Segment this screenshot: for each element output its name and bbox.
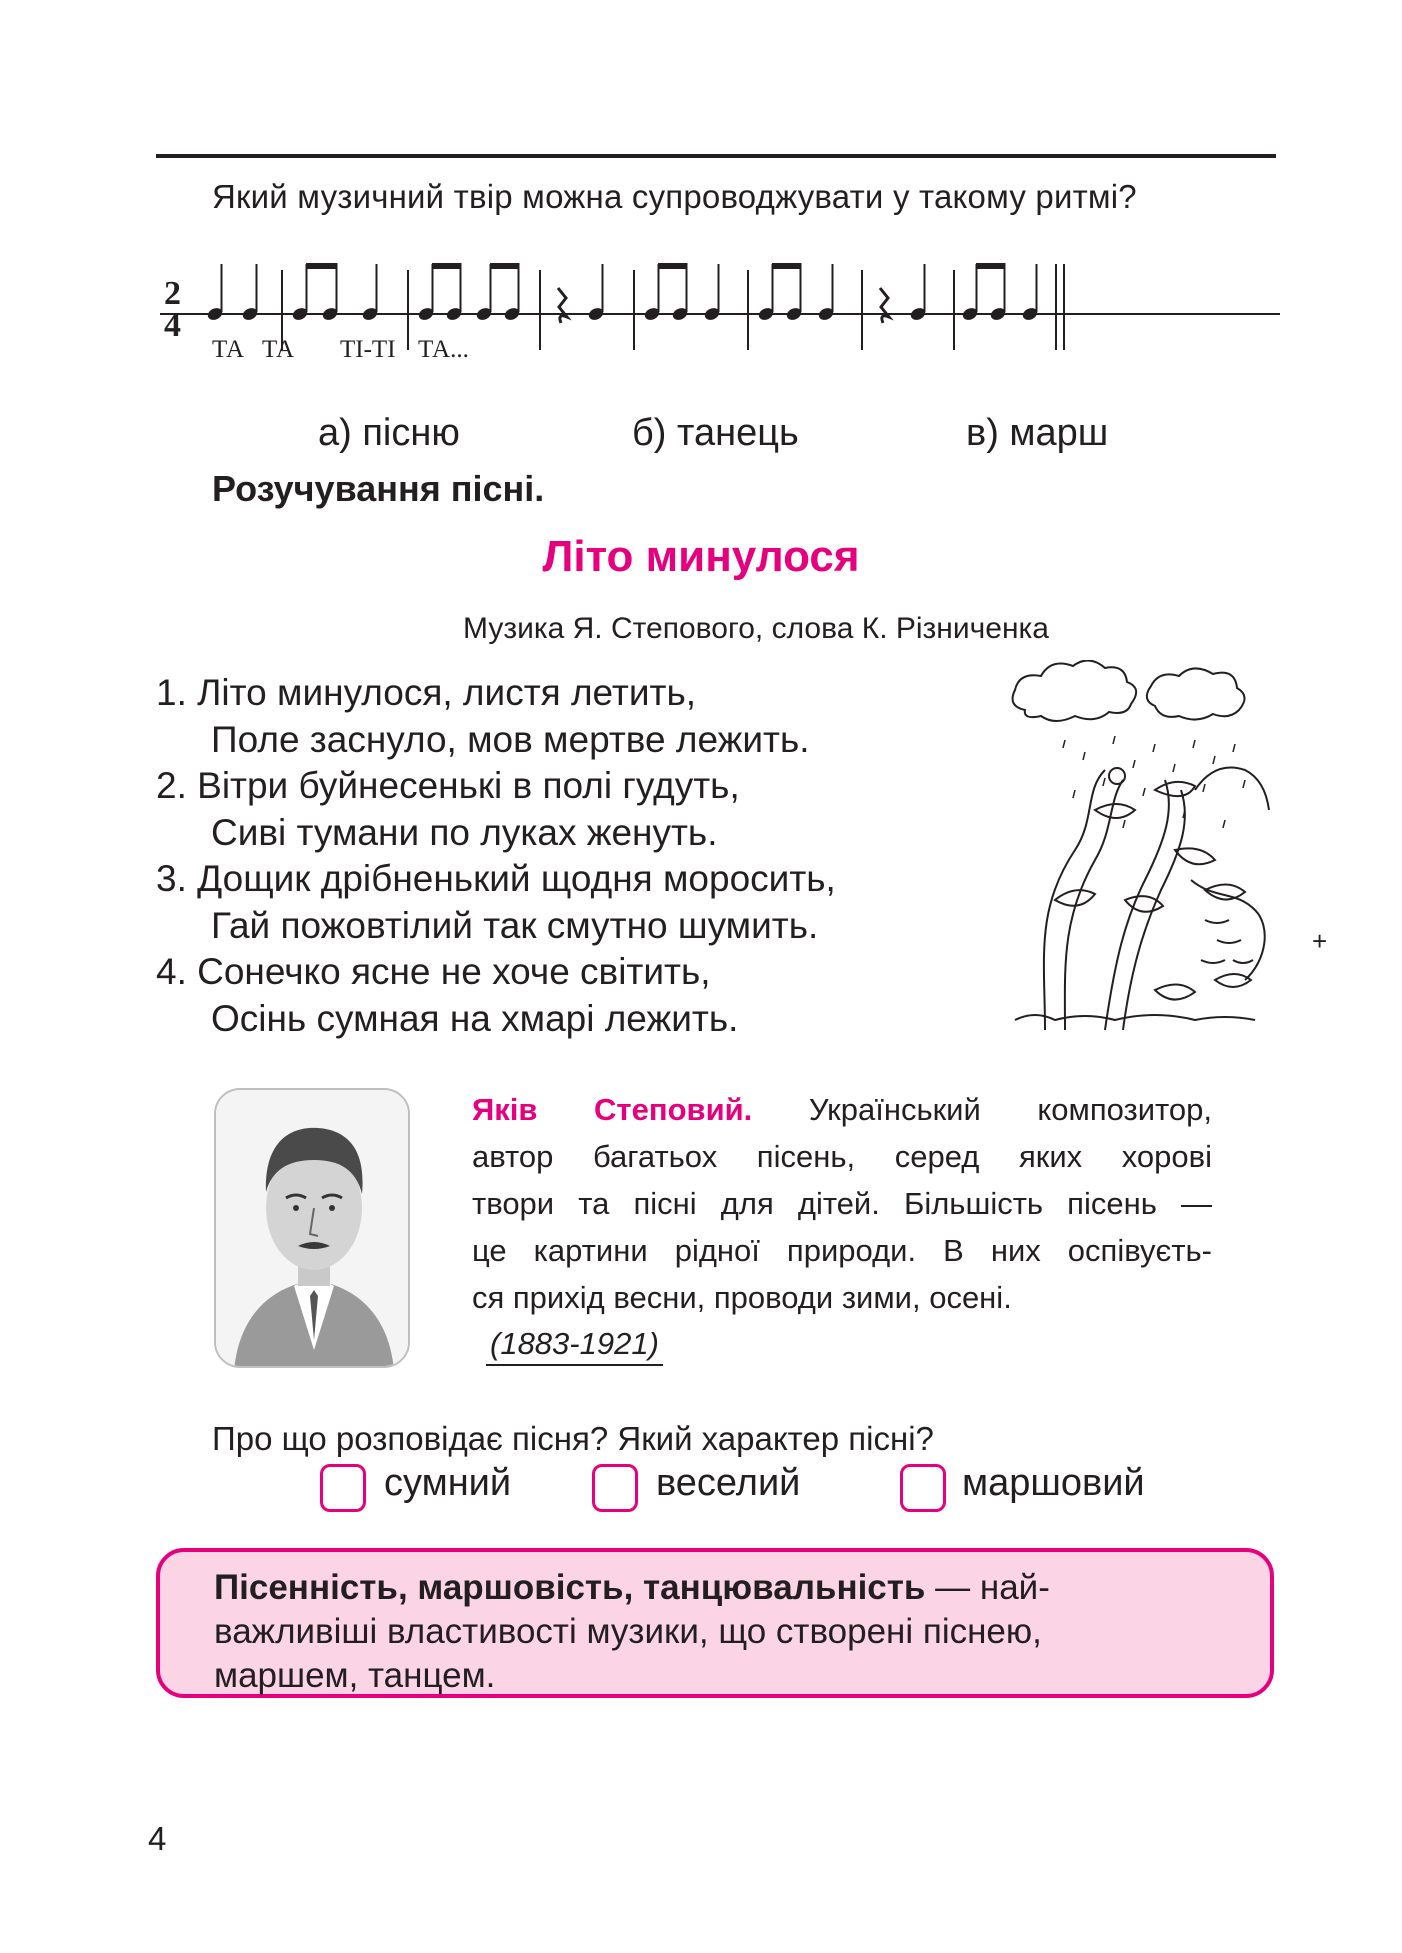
callout-bold-term: Пісенність, маршовість, танцювальність	[214, 1568, 926, 1607]
callout-line-1	[214, 1566, 1270, 1610]
choice-label-cheerful: веселий	[656, 1462, 801, 1504]
eighth-beam	[772, 263, 802, 269]
syllable-ta-2: ТА	[262, 336, 295, 363]
page-number: 4	[148, 1820, 167, 1857]
callout-line-2: важливіші властивості музики, що створені піснею,	[214, 1612, 1042, 1651]
composer-portrait	[214, 1088, 410, 1368]
verse-line: 4. Сонечко ясне не хоче світить,	[156, 951, 711, 992]
song-title: Літо минулося	[542, 532, 860, 581]
checkbox-cheerful[interactable]	[592, 1464, 638, 1512]
verse-line: Поле заснуло, мов мертве лежить.	[211, 718, 810, 760]
composer-bio	[472, 1086, 1212, 1321]
section-title: Розучування пісні.	[212, 468, 545, 509]
bio-line-5: ся прихід весни, проводи зими, осені.	[472, 1280, 1012, 1315]
eighth-beam	[306, 263, 338, 269]
quarter-rest	[558, 288, 567, 323]
verse-line: Гай пожовтілий так смутно шумить.	[211, 904, 819, 946]
character-question: Про що розповідає пісня? Який характер пісні?	[212, 1420, 934, 1457]
option-song: а) пісню	[318, 412, 460, 454]
verse-line: 3. Дощик дрібненький щодня моросить,	[156, 858, 836, 899]
rhythm-notation	[150, 250, 1290, 370]
eighth-beam	[432, 263, 462, 269]
syllable-ta-1: ТА	[212, 336, 245, 363]
bio-line-3: твори та пісні для дітей. Більшість пісень —	[472, 1186, 1212, 1221]
bio-line-2: автор багатьох пісень, серед яких хорові	[472, 1139, 1212, 1174]
verse-line: Осінь сумная на хмарі лежить.	[211, 997, 739, 1039]
eighth-beam	[658, 263, 688, 269]
choice-label-sad: сумний	[384, 1462, 512, 1504]
option-march: в) марш	[966, 412, 1109, 454]
composer-portrait-drawing	[216, 1090, 410, 1368]
top-rule	[156, 154, 1276, 158]
bio-line-1	[472, 1086, 1212, 1133]
song-authors: Музика Я. Степового, слова К. Різниченка	[463, 612, 1049, 645]
margin-mark: +	[1312, 926, 1328, 956]
option-dance: б) танець	[632, 412, 799, 454]
verse-line: 1. Літо минулося, листя летить,	[156, 672, 697, 713]
verse-line: Сиві тумани по луках женуть.	[211, 811, 718, 853]
time-signature-top: 2	[164, 275, 181, 312]
song-lyrics	[156, 670, 836, 1042]
callout-line-3: маршем, танцем.	[214, 1656, 496, 1695]
checkbox-sad[interactable]	[320, 1464, 366, 1512]
quarter-rest	[880, 288, 889, 323]
checkbox-marching[interactable]	[900, 1464, 946, 1512]
composer-years: (1883-1921)	[486, 1326, 663, 1366]
eighth-beam	[490, 263, 520, 269]
eighth-beam	[976, 263, 1006, 269]
callout-line-1-rest: — най-	[925, 1568, 1050, 1607]
rhythm-question: Який музичний твір можна супроводжувати у такому ритмі?	[212, 178, 1137, 215]
composer-name: Яків Степовий.	[472, 1092, 753, 1127]
syllable-ta-dots: ТА...	[418, 336, 469, 363]
bio-line-4: це картини рідної природи. В них оспівуєть-	[472, 1233, 1212, 1268]
definition-callout	[156, 1548, 1274, 1698]
choice-label-marching: маршовий	[962, 1462, 1145, 1504]
time-signature-bottom: 4	[164, 307, 181, 344]
bio-line-1-text: Український композитор,	[808, 1092, 1212, 1127]
verse-line: 2. Вітри буйнесенькі в полі гудуть,	[156, 765, 740, 806]
syllable-ti-ti: ТІ-ТІ	[340, 336, 396, 363]
autumn-rain-illustration	[1005, 660, 1275, 1030]
